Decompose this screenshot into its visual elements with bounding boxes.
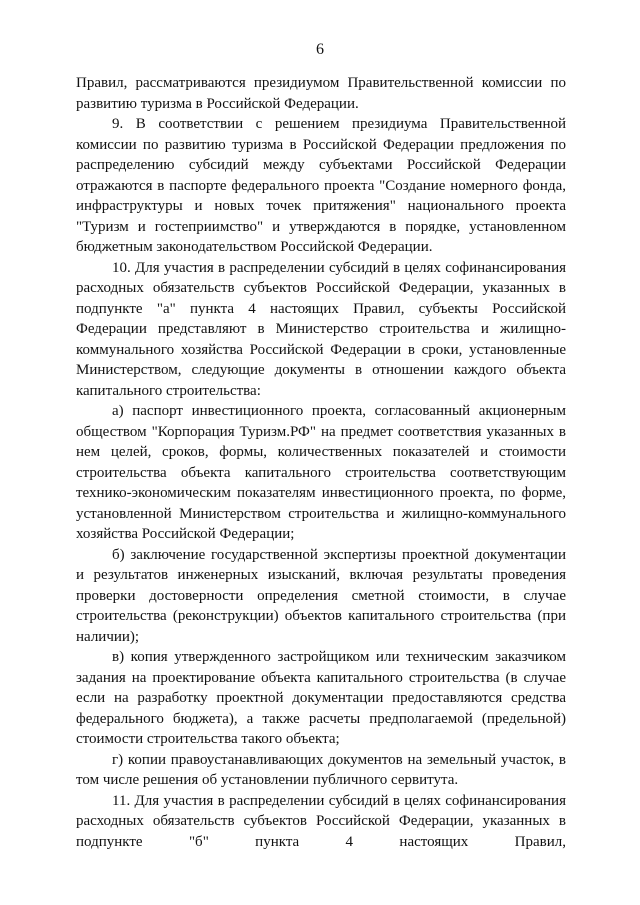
paragraph-item-11: 11. Для участия в распределении субсидий в целях софинансирования расходных обязательств субъектов Российской Федерации, указанных в подпункте "б" пункта 4 настоящих Правил, [76, 792, 566, 850]
paragraph-item-9: 9. В соответствии с решением президиума Правительственной комиссии по развитию туризма в Российской Федерации предложения по распределению субсидий между субъектами Российской Федерации отражаются в паспорте федерального проекта "Создание номерного фонда, инфраструктуры и новых точек притяжения" национального проекта "Туризм и гостеприимство" и утверждаются в порядке, установленном бюджетным законодательством Российской Федерации. [76, 116, 566, 255]
page-number: 6 [316, 41, 324, 58]
subparagraph-b: б) заключение государственной экспертизы проектной документации и результатов инженерных изысканий, включая результаты проведения проверки достоверности определения сметной стоимости, в случае строительства (реконструкции) объектов капитального строительства (при наличии); [76, 546, 566, 645]
document-body [76, 73, 566, 852]
paragraph-item-10: 10. Для участия в распределении субсидий в целях софинансирования расходных обязательств субъектов Российской Федерации, указанных в подпункте "а" пункта 4 настоящих Правил, субъекты Российской Федерации представляют в Министерство строительства и жилищно-коммунального хозяйства Российской Федерации в сроки, установленные Министерством, следующие документы в отношении каждого объекта капитального строительства: [76, 259, 566, 399]
subparagraph-v: в) копия утвержденного застройщиком или техническим заказчиком задания на проектирование объекта капитального строительства (в случае если на разработку проектной документации предоставляются средства федерального бюджета), а также расчеты предполагаемой (предельной) стоимости строительства такого объекта; [76, 649, 566, 747]
subparagraph-a: а) паспорт инвестиционного проекта, согласованный акционерным обществом "Корпорация Туризм.РФ" на предмет соответствия указанных в нем целей, сроков, формы, количественных показателей и стоимости строительства объекта капитального строительства соответствующим технико-экономическим показателям инвестиционного проекта, по форме, установленной Министерством строительства и жилищно-коммунального хозяйства Российской Федерации; [76, 403, 566, 542]
subparagraph-g: г) копии правоустанавливающих документов на земельный участок, в том числе решения об установлении публичного сервитута. [76, 751, 566, 788]
paragraph-continuation: Правил, рассматриваются президиумом Правительственной комиссии по развитию туризма в Российской Федерации. [76, 75, 566, 112]
